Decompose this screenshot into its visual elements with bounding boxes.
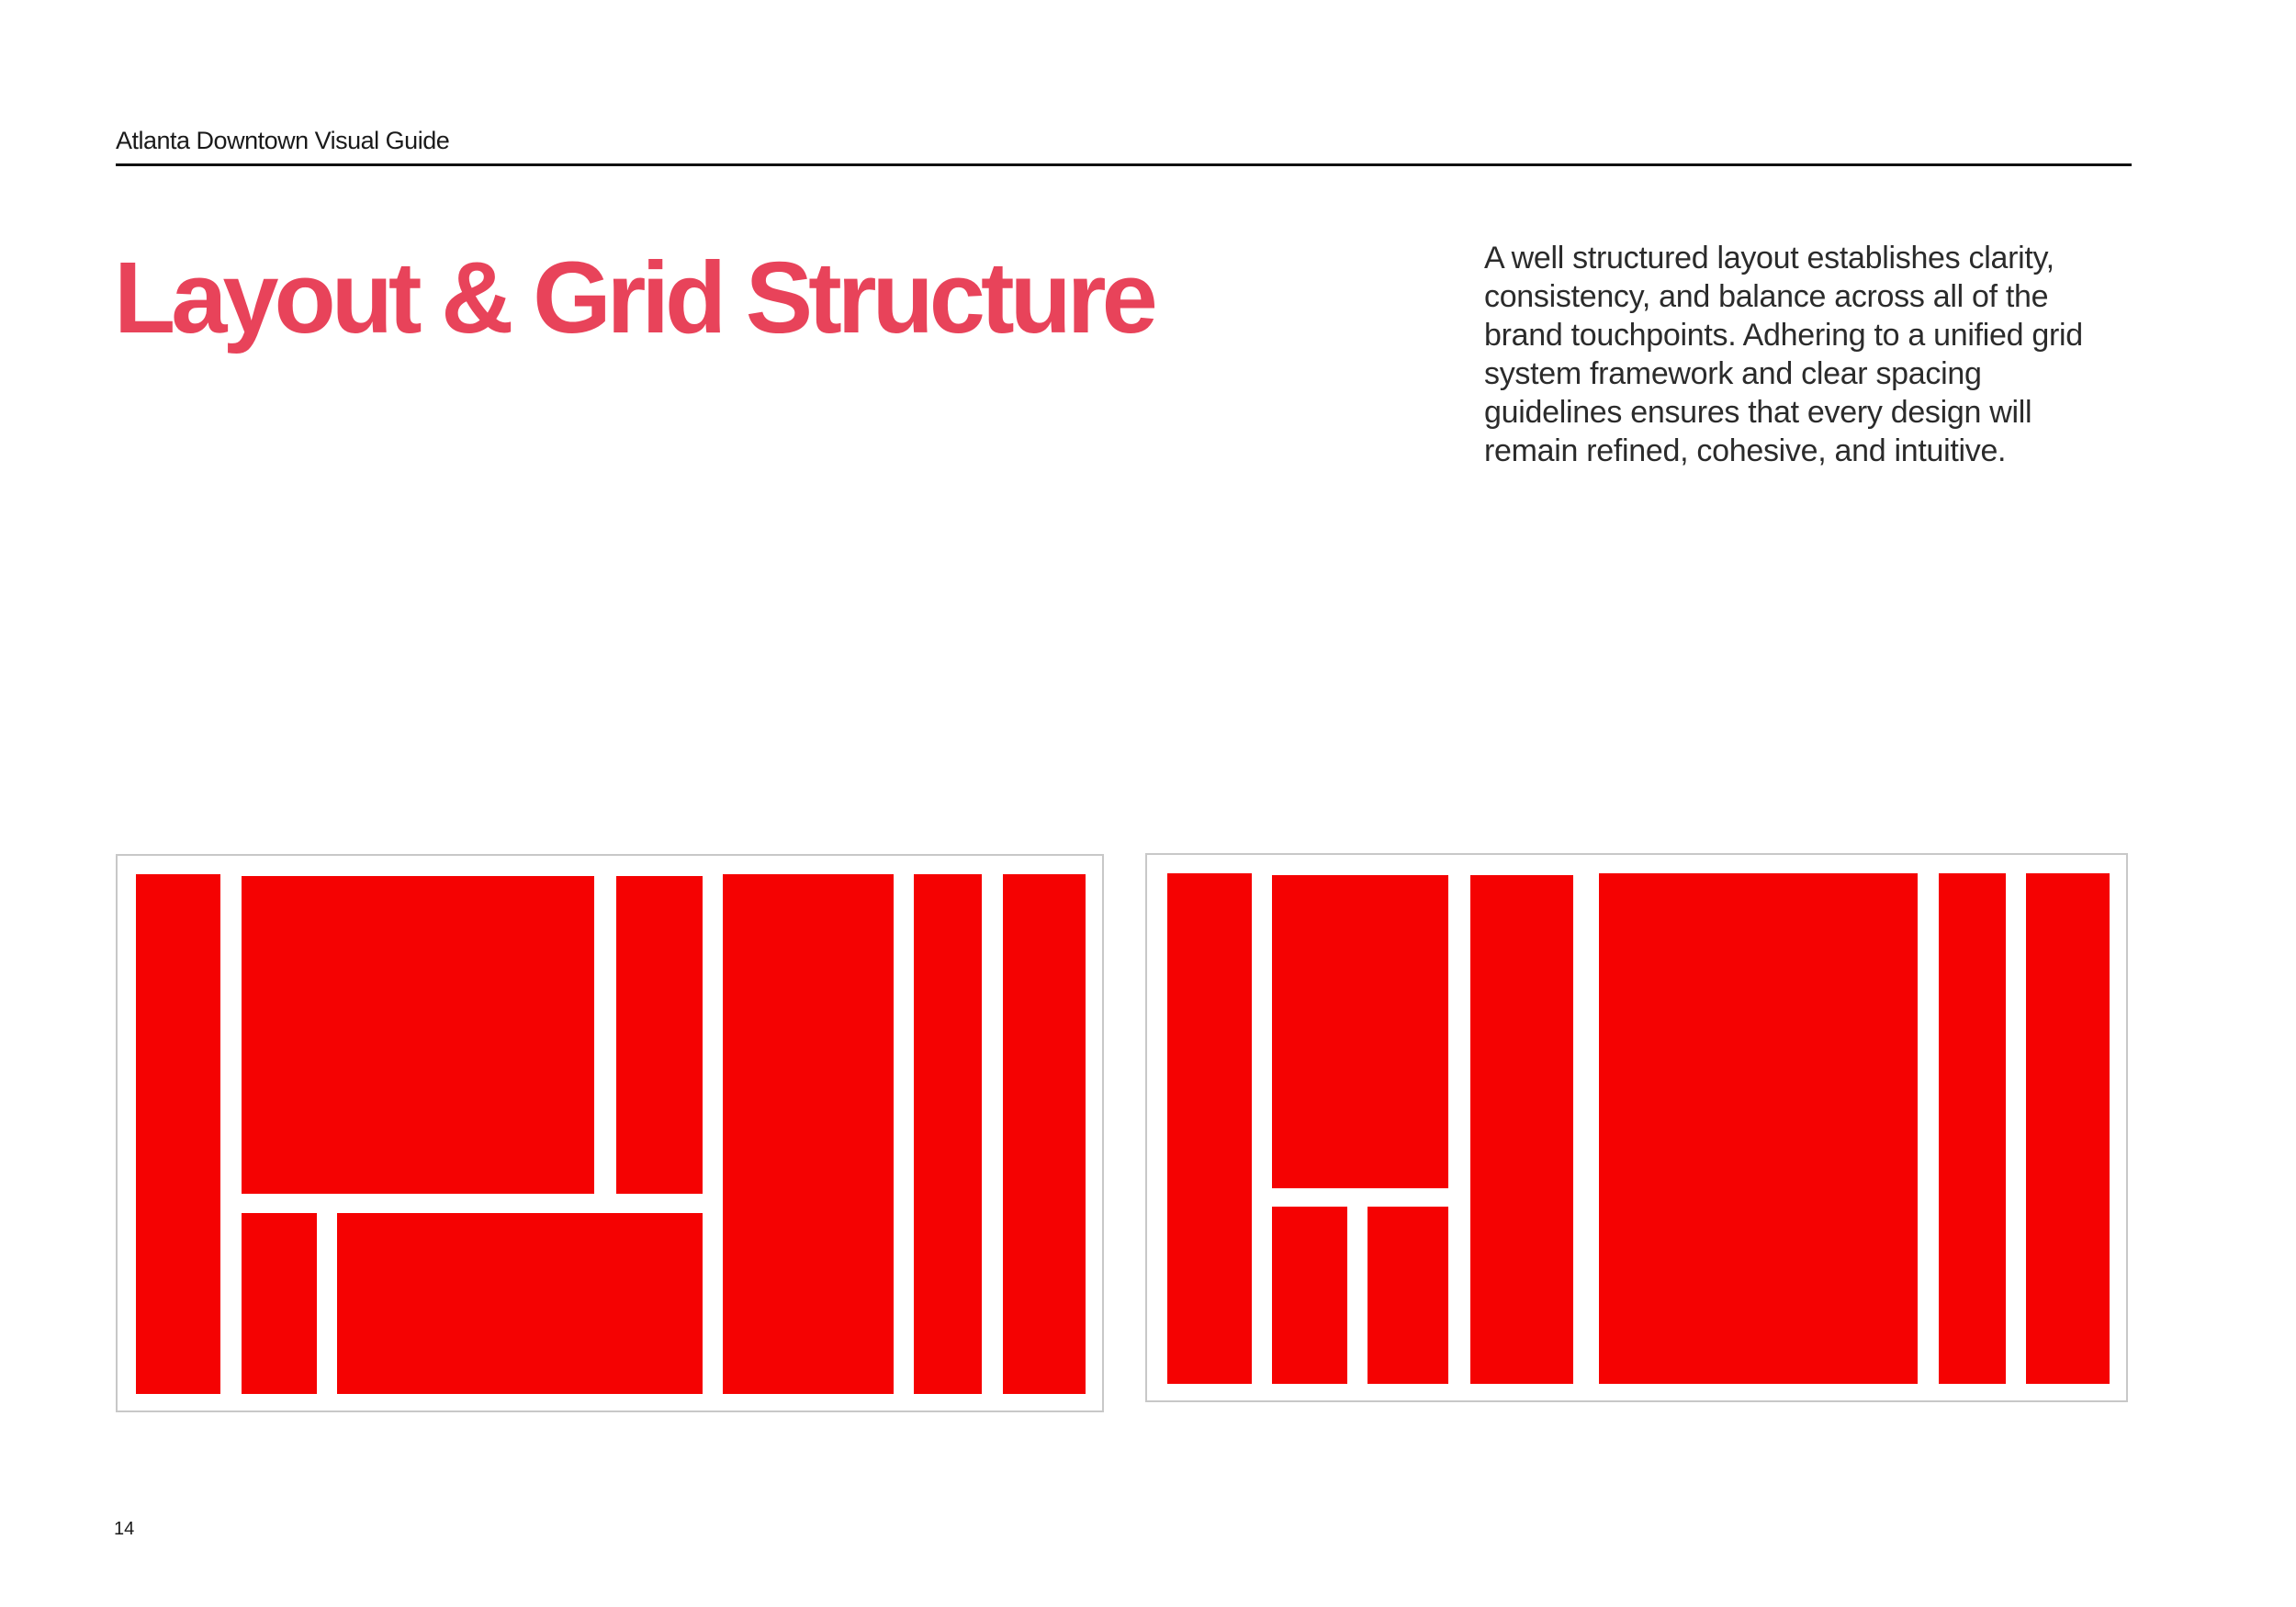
grid-block	[242, 876, 594, 1194]
header-rule	[116, 163, 2132, 166]
grid-block	[723, 874, 894, 1394]
intro-paragraph: A well structured layout establishes clarity, consistency, and balance across all of the brand touchpoints. Adhering to a unified grid system framework and clear spacing guidelines ensures that every design will remain refined, cohesive, and intuitive.	[1484, 241, 2083, 468]
grid-block	[1003, 874, 1086, 1394]
page-title: Layout & Grid Structure	[114, 242, 1154, 354]
grid-block	[2026, 873, 2110, 1384]
grid-block	[242, 1213, 317, 1394]
grid-block	[1470, 875, 1573, 1384]
grid-block	[1367, 1207, 1448, 1384]
grid-block	[1272, 875, 1448, 1188]
grid-layout-example-1	[116, 854, 1104, 1412]
running-head: Atlanta Downtown Visual Guide	[116, 127, 450, 154]
grid-block	[914, 874, 982, 1394]
grid-block	[337, 1213, 703, 1394]
grid-layout-example-2	[1145, 853, 2128, 1402]
grid-block	[616, 876, 703, 1194]
grid-block	[1599, 873, 1918, 1384]
grid-block	[1939, 873, 2006, 1384]
page-number: 14	[114, 1519, 135, 1539]
grid-block	[136, 874, 220, 1394]
grid-block	[1272, 1207, 1347, 1384]
grid-block	[1167, 873, 1252, 1384]
